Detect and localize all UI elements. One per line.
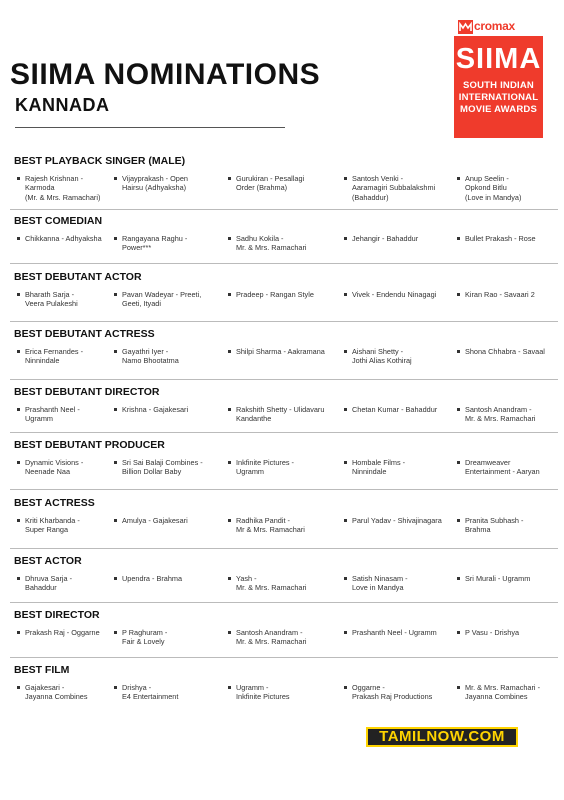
bullet-icon [344,461,347,464]
nominee-item [457,458,540,477]
nominee-item [114,574,182,583]
nominee-item [344,574,408,593]
bullet-icon [17,631,20,634]
bullet-icon [457,686,460,689]
nominee-item [457,683,540,702]
bullet-icon [17,577,20,580]
nominee-item [114,628,167,647]
category-divider [10,657,558,658]
nominee-item [228,628,307,647]
category-heading: BEST FILM [14,664,70,676]
nominee-item [344,347,412,366]
nominee-text: Bullet Prakash - Rose [465,234,536,243]
bullet-icon [228,461,231,464]
nominee-text: (Mr. & Mrs. Ramachari) [25,192,101,202]
nominee-text: Neenade Naa [25,467,71,477]
bullet-icon [344,237,347,240]
nominee-text: P Vasu - Drishya [465,628,520,637]
nominee-text: Santosh Anandram - [465,405,532,414]
nominee-text: Pradeep - Rangan Style [236,290,314,299]
nominee-item [114,516,188,525]
logo-line-3: MOVIE AWARDS [460,104,537,115]
category-heading: BEST COMEDIAN [14,215,103,227]
bullet-icon [457,177,460,180]
bullet-icon [17,408,20,411]
category-divider [10,263,558,264]
nominee-item [228,405,324,424]
nominee-item [344,405,437,414]
nominee-item [228,347,325,356]
nominee-text: Power*** [122,243,152,253]
category-heading: BEST ACTOR [14,555,82,567]
nominee-item [344,234,418,243]
category-heading: BEST DEBUTANT DIRECTOR [14,386,160,398]
bullet-icon [114,461,117,464]
nominee-text: Kriti Kharbanda - [25,516,80,525]
nominee-text: Vivek - Endendu Ninagagi [352,290,437,299]
bullet-icon [114,519,117,522]
nominee-item [457,290,535,299]
nominee-text: Sri Sai Balaji Combines - [122,458,203,467]
title-divider [15,127,285,128]
nominee-text: Ugramm - [236,683,269,692]
bullet-icon [228,686,231,689]
nominee-item [457,405,536,424]
nominee-text: Gurukiran - Pesallagi [236,174,305,183]
nominee-text: Brahma [465,525,491,535]
nominee-text: (Love in Mandya) [465,192,522,202]
category-divider [10,432,558,433]
nominee-text: Mr. & Mrs. Ramachari [465,414,536,424]
bullet-icon [114,408,117,411]
nominee-text: Satish Ninasam - [352,574,408,583]
nominee-item [228,516,305,535]
bullet-icon [114,350,117,353]
nominee-item [17,458,83,477]
nominee-item [17,290,78,309]
category-divider [10,321,558,322]
logo-line-2: INTERNATIONAL [458,92,539,103]
bullet-icon [344,577,347,580]
nominee-item [17,628,100,637]
nominee-item [457,574,530,583]
bullet-icon [114,237,117,240]
nominee-item [457,174,521,202]
nominee-text: Bharath Sarja - [25,290,75,299]
category-divider [10,489,558,490]
nominee-item [228,458,294,477]
nominee-text: Mr. & Mrs. Ramachari [236,243,307,253]
nominee-text: Dynamic Visions - [25,458,84,467]
bullet-icon [228,519,231,522]
nominee-item [228,574,307,593]
category-heading: BEST ACTRESS [14,497,95,509]
nominee-text: Jothi Alias Kothiraj [352,356,412,366]
nominee-item [114,234,187,253]
nominee-item [457,516,523,535]
nominee-text: Opkond Bitlu [465,183,507,193]
bullet-icon [457,577,460,580]
nominee-item [228,683,290,702]
nominee-item [17,516,80,535]
bullet-icon [17,461,20,464]
bullet-icon [344,293,347,296]
nominee-text: Rangayana Raghu - [122,234,188,243]
watermark: TAMILNOW.COM [366,727,518,747]
nominee-text: Veera Pulakeshi [25,299,78,309]
nominee-item [17,347,83,366]
nominee-text: Jayanna Combines [465,692,528,702]
nominee-text: Prakash Raj Productions [352,692,433,702]
nominee-item [114,458,203,477]
nominee-text: Prashanth Neel - [25,405,80,414]
nominee-text: Drishya - [122,683,152,692]
bullet-icon [114,631,117,634]
nominee-item [17,174,100,202]
bullet-icon [344,177,347,180]
nominee-text: Dhruva Sarja - [25,574,73,583]
nominee-text: Chikkanna - Adhyaksha [25,234,102,243]
nominee-item [457,347,545,356]
nominee-text: Ugramm [236,467,264,477]
nominee-text: Namo Bhootatma [122,356,179,366]
nominee-item [344,683,432,702]
nominee-text: Rakshith Shetty - Ulidavaru [236,405,325,414]
nominee-text: Pranita Subhash - [465,516,524,525]
nominee-text: Sadhu Kokila - [236,234,284,243]
category-heading: BEST DEBUTANT PRODUCER [14,439,165,451]
nominee-text: Mr & Mrs. Ramachari [236,525,305,535]
logo-line-1: SOUTH INDIAN [462,80,534,91]
nominee-text: Prashanth Neel - Ugramm [352,628,437,637]
bullet-icon [228,237,231,240]
bullet-icon [114,177,117,180]
nominee-item [114,683,178,702]
category-divider [10,209,558,210]
bullet-icon [17,350,20,353]
nominee-text: Kandanthe [236,414,272,424]
nominee-item [344,516,442,525]
bullet-icon [114,577,117,580]
nominee-text: Parul Yadav - Shivajinagara [352,516,442,525]
nominee-item [114,174,188,193]
bullet-icon [17,293,20,296]
nominee-text: Jayanna Combines [25,692,88,702]
nominee-text: Gajakesari - [25,683,65,692]
bullet-icon [344,408,347,411]
nominee-text: Shilpi Sharma - Aakramana [236,347,325,356]
nominee-text: Prakash Raj - Oggarne [25,628,100,637]
nominee-text: Aaramagiri Subbalakshmi [352,183,436,193]
nominee-text: Jehangir - Bahaddur [352,234,419,243]
bullet-icon [17,519,20,522]
nominee-text: Rajesh Krishnan - [25,174,83,183]
nominee-item [17,234,102,243]
bullet-icon [228,293,231,296]
logo-brand-bar [454,17,543,38]
bullet-icon [344,519,347,522]
nominee-text: Order (Brahma) [236,183,288,193]
nominee-item [17,405,80,424]
nominee-item [114,290,201,309]
page-title: SIIMA NOMINATIONS [10,58,321,91]
bullet-icon [344,631,347,634]
nominee-text: Kiran Rao - Savaari 2 [465,290,535,299]
category-heading: BEST DIRECTOR [14,609,100,621]
nominee-item [228,174,304,193]
nominee-item [457,628,519,637]
nominee-text: Vijayprakash - Open [122,174,188,183]
nominee-text: Oggarne - [352,683,385,692]
nominee-text: Aishani Shetty - [352,347,404,356]
nominee-text: Inkfinite Pictures - [236,458,294,467]
nominee-text: Love in Mandya [352,583,404,593]
bullet-icon [457,350,460,353]
category-divider [10,548,558,549]
nominee-item [17,574,72,593]
bullet-icon [344,686,347,689]
siima-logo [454,17,543,138]
nominee-text: Ninnindale [352,467,387,477]
nominee-text: Ugramm [25,414,53,424]
bullet-icon [457,461,460,464]
bullet-icon [228,350,231,353]
nominee-text: Krishna - Gajakesari [122,405,189,414]
nominee-text: Gayathri Iyer - [122,347,169,356]
nominee-text: Mr. & Mrs. Ramachari - [465,683,541,692]
bullet-icon [114,293,117,296]
bullet-icon [344,350,347,353]
nominee-text: Entertainment - Aaryan [465,467,540,477]
category-heading: BEST PLAYBACK SINGER (MALE) [14,155,186,167]
bullet-icon [17,686,20,689]
nominee-text: Mr. & Mrs. Ramachari [236,583,307,593]
nominee-text: Amulya - Gajakesari [122,516,188,525]
bullet-icon [457,408,460,411]
nominee-text: Inkfinite Pictures [236,692,290,702]
nominee-text: Mr. & Mrs. Ramachari [236,637,307,647]
category-heading: BEST DEBUTANT ACTRESS [14,328,155,340]
nominee-text: Pavan Wadeyar - Preeti, [122,290,202,299]
nominee-text: Chetan Kumar - Bahaddur [352,405,438,414]
bullet-icon [457,631,460,634]
nominee-text: P Raghuram - [122,628,168,637]
nominee-text: Sri Murali - Ugramm [465,574,531,583]
category-heading: BEST DEBUTANT ACTOR [14,271,142,283]
nominee-item [114,405,188,414]
nominee-text: Shona Chhabra - Savaal [465,347,545,356]
nominee-text: Santosh Venki - [352,174,404,183]
nominee-text: Ninnindale [25,356,60,366]
category-divider [10,602,558,603]
nominee-text: (Bahaddur) [352,192,389,202]
nominee-text: Fair & Lovely [122,637,165,647]
nominee-text: Yash - [236,574,257,583]
nominee-item [17,683,87,702]
nominee-text: E4 Entertainment [122,692,179,702]
nominee-text: Upendra - Brahma [122,574,183,583]
nominee-text: Santosh Anandram - [236,628,303,637]
nominee-text: Karmoda [25,183,55,193]
nominee-item [114,347,179,366]
nominee-item [344,628,437,637]
nominee-text: Dreamweaver [465,458,511,467]
nominee-text: Hombale Films - [352,458,406,467]
page-subtitle: KANNADA [15,95,110,115]
bullet-icon [457,237,460,240]
nominee-text: Billion Dollar Baby [122,467,182,477]
bullet-icon [114,686,117,689]
nominee-text: Radhika Pandit - [236,516,290,525]
nominee-item [344,458,405,477]
bullet-icon [228,577,231,580]
bullet-icon [457,293,460,296]
nominee-item [457,234,536,243]
nominee-text: Super Ranga [25,525,69,535]
nominee-item [228,234,307,253]
bullet-icon [457,519,460,522]
bullet-icon [228,408,231,411]
nominee-text: Hairsu (Adhyaksha) [122,183,187,193]
bullet-icon [228,631,231,634]
nominee-text: Erica Fernandes - [25,347,83,356]
nominee-item [228,290,314,299]
nominee-text: Geeti, Ityadi [122,299,161,309]
logo-brand-text: cromax [474,19,515,33]
bullet-icon [17,177,20,180]
nominee-text: Anup Seelin - [465,174,509,183]
bullet-icon [228,177,231,180]
nominee-item [344,174,435,202]
category-divider [10,379,558,380]
bullet-icon [17,237,20,240]
nominee-text: Bahaddur [25,583,57,593]
nominee-item [344,290,436,299]
micromax-m-icon [458,20,473,34]
logo-siima-text: SIIMA [455,43,542,75]
